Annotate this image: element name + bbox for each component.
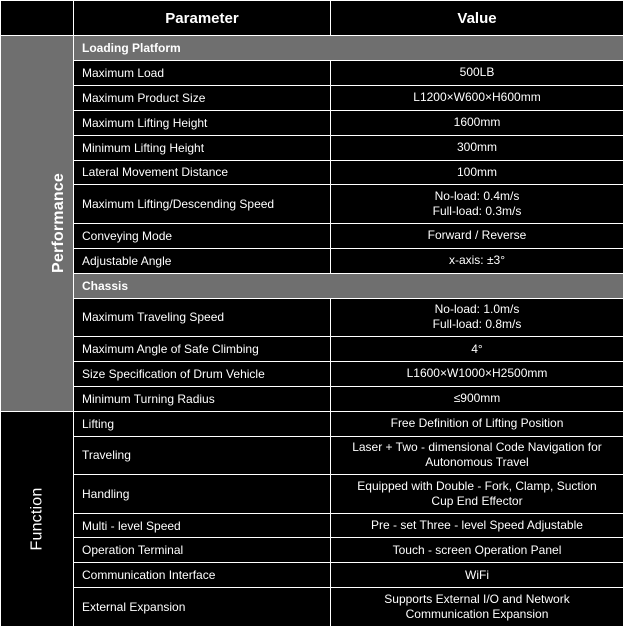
parameter-cell: Maximum Load: [74, 60, 331, 85]
value-line: ≤900mm: [453, 391, 501, 406]
section-label-performance: [1, 36, 74, 412]
parameter-cell: Handling: [74, 475, 331, 513]
table-row: [1, 588, 623, 627]
parameter-cell: Adjustable Angle: [74, 248, 331, 273]
header-parameter: Parameter: [74, 1, 331, 36]
table-row: [1, 110, 623, 135]
subheader-loading-platform-title: Loading Platform: [74, 36, 623, 61]
value-line: Free Definition of Lifting Position: [390, 416, 564, 431]
value-line: L1600×W1000×H2500mm: [406, 366, 548, 381]
value-cell: [331, 110, 623, 135]
table-row: [1, 185, 623, 223]
header-value: Value: [331, 1, 623, 36]
parameter-cell: Size Specification of Drum Vehicle: [74, 361, 331, 386]
value-line: 4°: [471, 341, 483, 356]
table-row: [1, 337, 623, 362]
value-line: WiFi: [465, 567, 489, 582]
value-cell: [331, 60, 623, 85]
parameter-cell: Maximum Traveling Speed: [74, 298, 331, 336]
parameter-cell: Communication Interface: [74, 563, 331, 588]
value-line: Communication Expansion: [405, 607, 549, 622]
table-row: [1, 60, 623, 85]
value-line: Cup End Effector: [431, 493, 523, 508]
parameter-cell: Traveling: [74, 436, 331, 474]
parameter-cell: Operation Terminal: [74, 538, 331, 563]
table-row: [1, 135, 623, 160]
value-cell: [331, 538, 623, 563]
parameter-cell: Lateral Movement Distance: [74, 160, 331, 185]
parameter-cell: Conveying Mode: [74, 223, 331, 248]
value-cell: [331, 588, 623, 627]
value-cell: [331, 386, 623, 411]
table-row: [1, 475, 623, 513]
table-row: [1, 538, 623, 563]
value-line: 1600mm: [453, 115, 501, 130]
value-cell: [331, 223, 623, 248]
table-row: [1, 223, 623, 248]
value-line: Forward / Reverse: [427, 228, 527, 243]
value-line: Touch - screen Operation Panel: [392, 542, 562, 557]
table-row: [1, 160, 623, 185]
value-line: 100mm: [456, 164, 497, 179]
value-cell: [331, 563, 623, 588]
value-line: x-axis: ±3°: [448, 253, 506, 268]
parameter-cell: Minimum Turning Radius: [74, 386, 331, 411]
section-label-function: [1, 411, 74, 626]
table-row: [1, 386, 623, 411]
table-row: [1, 513, 623, 538]
parameter-cell: Maximum Product Size: [74, 85, 331, 110]
table-row: [1, 85, 623, 110]
value-cell: [331, 135, 623, 160]
value-cell: [331, 185, 623, 223]
value-line: Equipped with Double - Fork, Clamp, Suction: [357, 478, 597, 493]
parameter-cell: Multi - level Speed: [74, 513, 331, 538]
table-row: [1, 563, 623, 588]
value-cell: [331, 436, 623, 474]
value-cell: [331, 160, 623, 185]
value-line: 300mm: [456, 140, 497, 155]
value-line: No-load: 0.4m/s: [434, 189, 520, 204]
table-row: [1, 436, 623, 474]
table-row: [1, 361, 623, 386]
parameter-cell: External Expansion: [74, 588, 331, 627]
value-line: Laser + Two - dimensional Code Navigation for: [352, 440, 602, 455]
parameter-cell: Minimum Lifting Height: [74, 135, 331, 160]
table-row: [1, 248, 623, 273]
value-cell: [331, 85, 623, 110]
value-line: 500LB: [459, 65, 495, 80]
header-blank-cell: [1, 1, 74, 36]
parameter-cell: Maximum Angle of Safe Climbing: [74, 337, 331, 362]
section-label-text: Performance: [50, 173, 68, 274]
value-cell: [331, 411, 623, 436]
value-line: L1200×W600×H600mm: [413, 90, 541, 105]
value-cell: [331, 248, 623, 273]
parameter-cell: Maximum Lifting Height: [74, 110, 331, 135]
value-line: Supports External I/O and Network: [384, 592, 570, 607]
value-line: Full-load: 0.3m/s: [432, 204, 522, 219]
value-cell: [331, 298, 623, 336]
subheader-chassis: [1, 273, 623, 298]
header-row: [1, 1, 623, 36]
table-row: [1, 298, 623, 336]
value-cell: [331, 337, 623, 362]
section-label-text: Function: [28, 487, 45, 551]
subheader-loading-platform: [1, 36, 623, 61]
value-cell: [331, 475, 623, 513]
value-cell: [331, 513, 623, 538]
parameter-cell: Maximum Lifting/Descending Speed: [74, 185, 331, 223]
subheader-chassis-title: Chassis: [74, 273, 623, 298]
value-cell: [331, 361, 623, 386]
value-line: No-load: 1.0m/s: [434, 302, 520, 317]
parameter-cell: Lifting: [74, 411, 331, 436]
value-line: Full-load: 0.8m/s: [432, 317, 522, 332]
table-row: [1, 411, 623, 436]
value-line: Autonomous Travel: [425, 455, 529, 470]
value-line: Pre - set Three - level Speed Adjustable: [371, 518, 583, 533]
